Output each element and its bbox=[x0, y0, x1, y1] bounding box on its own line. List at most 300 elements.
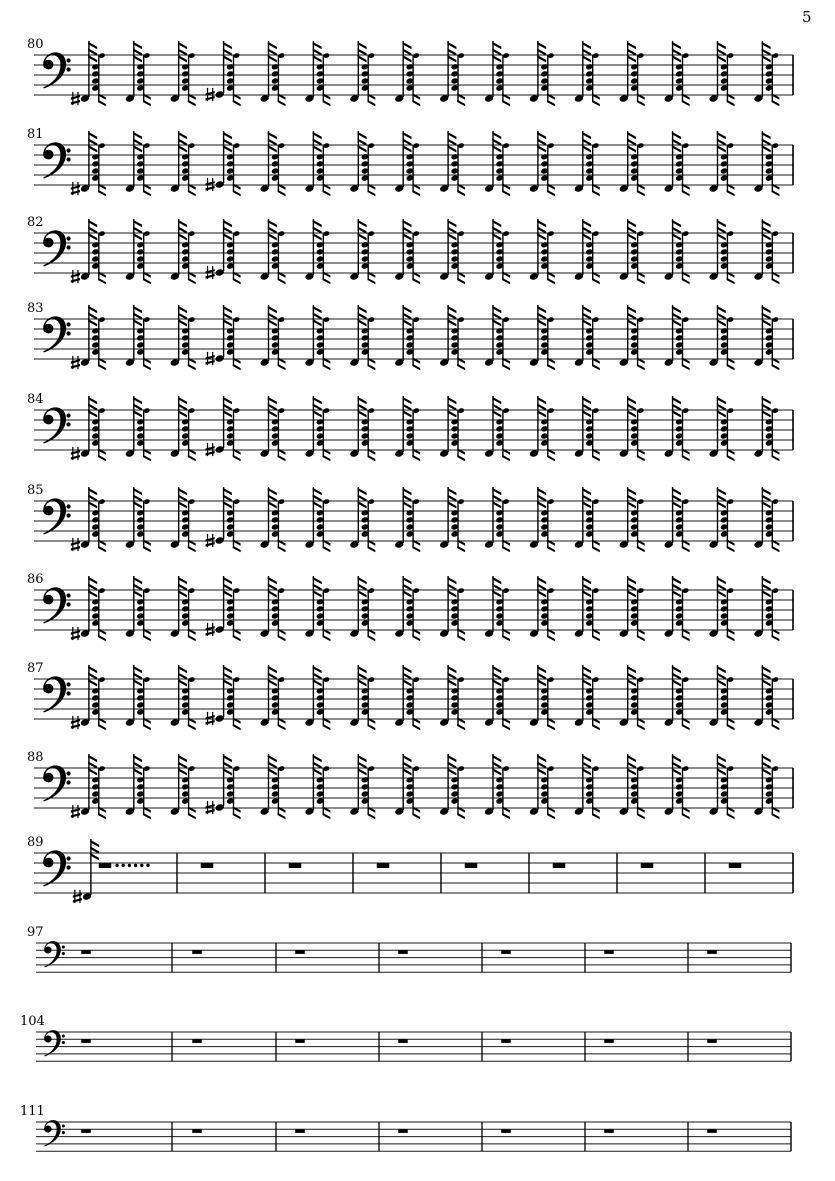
cluster-chord bbox=[226, 765, 241, 819]
cluster-chord bbox=[181, 676, 196, 730]
whole-rest bbox=[295, 1129, 305, 1133]
cluster-chord bbox=[630, 498, 645, 552]
cluster-chord bbox=[720, 142, 735, 196]
tremolo-group bbox=[125, 305, 151, 370]
cluster-chord bbox=[451, 230, 466, 284]
cluster-chord bbox=[316, 230, 331, 284]
tremolo-group bbox=[439, 665, 465, 730]
tremolo-group bbox=[439, 754, 465, 819]
tremolo-group bbox=[304, 396, 330, 461]
tremolo-group bbox=[260, 219, 286, 284]
cluster-chord bbox=[451, 52, 466, 106]
measure-number-89: 89 bbox=[27, 835, 44, 850]
cluster-chord bbox=[540, 587, 555, 641]
cluster-chord bbox=[585, 316, 600, 370]
cluster-chord bbox=[271, 587, 286, 641]
tremolo-group bbox=[619, 487, 645, 552]
bass-clef-icon bbox=[43, 498, 70, 534]
tremolo-group bbox=[753, 754, 779, 819]
tremolo-group bbox=[439, 131, 465, 196]
sharp-icon bbox=[71, 182, 80, 195]
tremolo-group bbox=[170, 41, 196, 106]
cluster-chord bbox=[406, 230, 421, 284]
cluster-chord bbox=[226, 676, 241, 730]
tremolo-group bbox=[260, 131, 286, 196]
tremolo-group bbox=[170, 576, 196, 641]
tremolo-group bbox=[529, 41, 555, 106]
cluster-chord bbox=[406, 765, 421, 819]
cluster-chord bbox=[181, 587, 196, 641]
cluster-chord bbox=[316, 407, 331, 461]
cluster-chord bbox=[316, 676, 331, 730]
cluster-chord bbox=[675, 142, 690, 196]
tremolo-group bbox=[349, 665, 375, 730]
cluster-chord bbox=[720, 587, 735, 641]
cluster-chord bbox=[181, 230, 196, 284]
whole-rest bbox=[707, 950, 717, 954]
cluster-chord bbox=[361, 676, 376, 730]
cluster-chord bbox=[271, 765, 286, 819]
cluster-chord bbox=[361, 498, 376, 552]
cluster-chord bbox=[495, 498, 510, 552]
tremolo-group bbox=[394, 487, 420, 552]
cluster-chord bbox=[136, 765, 151, 819]
tremolo-group bbox=[206, 754, 241, 819]
sharp-icon bbox=[71, 447, 80, 460]
tremolo-group bbox=[439, 219, 465, 284]
whole-rest bbox=[501, 1039, 511, 1043]
measure-number-87: 87 bbox=[27, 661, 44, 676]
tremolo-group bbox=[394, 754, 420, 819]
tremolo-group bbox=[71, 754, 106, 819]
tremolo-group bbox=[260, 576, 286, 641]
tremolo-group bbox=[484, 305, 510, 370]
cluster-chord bbox=[585, 765, 600, 819]
tremolo-group bbox=[619, 396, 645, 461]
cluster-chord bbox=[451, 765, 466, 819]
tremolo-group bbox=[394, 576, 420, 641]
cluster-chord bbox=[765, 498, 780, 552]
tremolo-group bbox=[170, 219, 196, 284]
cluster-chord bbox=[720, 407, 735, 461]
bass-clef-icon bbox=[43, 850, 70, 886]
measure-number-85: 85 bbox=[27, 483, 44, 498]
tremolo-group bbox=[709, 305, 735, 370]
tremolo-group bbox=[619, 754, 645, 819]
tremolo-group bbox=[206, 576, 241, 641]
cluster-chord bbox=[451, 316, 466, 370]
tremolo-group bbox=[71, 41, 106, 106]
tremolo-note bbox=[206, 487, 232, 547]
cluster-chord bbox=[271, 230, 286, 284]
cluster-chord bbox=[226, 52, 241, 106]
tremolo-group bbox=[574, 131, 600, 196]
whole-rest bbox=[192, 1039, 202, 1043]
cluster-chord bbox=[451, 142, 466, 196]
tremolo-note bbox=[206, 396, 232, 456]
cluster-chord bbox=[136, 498, 151, 552]
bass-clef-icon bbox=[43, 407, 70, 443]
cluster-chord bbox=[406, 407, 421, 461]
whole-rest bbox=[398, 1129, 408, 1133]
sharp-icon bbox=[71, 627, 80, 640]
tremolo-group bbox=[71, 219, 106, 284]
staff-system-97 bbox=[36, 941, 791, 972]
tremolo-group bbox=[71, 487, 106, 552]
staff-lines bbox=[36, 1032, 791, 1061]
cluster-chord bbox=[181, 407, 196, 461]
cluster-chord bbox=[316, 765, 331, 819]
tremolo-group bbox=[260, 665, 286, 730]
tremolo-group bbox=[260, 305, 286, 370]
bass-clef-icon bbox=[43, 316, 70, 352]
cluster-chord bbox=[361, 587, 376, 641]
cluster-chord bbox=[451, 676, 466, 730]
tremolo-group bbox=[709, 131, 735, 196]
tremolo-group bbox=[753, 41, 779, 106]
whole-rest bbox=[289, 863, 302, 868]
sharp-icon bbox=[71, 270, 80, 283]
cluster-chord bbox=[720, 765, 735, 819]
cluster-chord bbox=[630, 407, 645, 461]
tremolo-group bbox=[529, 219, 555, 284]
tremolo-group bbox=[304, 665, 330, 730]
tremolo-group bbox=[709, 41, 735, 106]
tremolo-note bbox=[206, 131, 232, 191]
tremolo-note bbox=[206, 754, 232, 814]
cluster-chord bbox=[540, 498, 555, 552]
tremolo-group bbox=[529, 131, 555, 196]
cluster-chord bbox=[585, 498, 600, 552]
tremolo-group bbox=[349, 487, 375, 552]
tremolo-group bbox=[664, 396, 690, 461]
tremolo-note bbox=[206, 41, 232, 101]
tremolo-group bbox=[125, 576, 151, 641]
tremolo-group bbox=[574, 41, 600, 106]
cluster-chord bbox=[361, 142, 376, 196]
tremolo-group bbox=[619, 305, 645, 370]
whole-rest bbox=[81, 950, 91, 954]
whole-rest bbox=[398, 1039, 408, 1043]
measure-number-104: 104 bbox=[20, 1014, 45, 1029]
measure-number-82: 82 bbox=[27, 215, 44, 230]
tremolo-group bbox=[206, 487, 241, 552]
cluster-chord bbox=[720, 52, 735, 106]
cluster-chord bbox=[451, 407, 466, 461]
cluster-chord bbox=[136, 316, 151, 370]
tremolo-group bbox=[206, 131, 241, 196]
tremolo-group bbox=[125, 754, 151, 819]
tremolo-group bbox=[304, 41, 330, 106]
cluster-chord bbox=[495, 142, 510, 196]
tremolo-group bbox=[260, 396, 286, 461]
cluster-chord bbox=[585, 52, 600, 106]
cluster-chord bbox=[765, 765, 780, 819]
measure-number-86: 86 bbox=[27, 572, 44, 587]
measure-number-88: 88 bbox=[27, 750, 44, 765]
tremolo-group bbox=[349, 41, 375, 106]
measure-number-84: 84 bbox=[27, 392, 44, 407]
cluster-chord bbox=[91, 676, 106, 730]
tremolo-group bbox=[619, 576, 645, 641]
cluster-chord bbox=[406, 316, 421, 370]
tremolo-group bbox=[484, 487, 510, 552]
tremolo-group bbox=[529, 665, 555, 730]
cluster-chord bbox=[271, 676, 286, 730]
tremolo-group bbox=[664, 305, 690, 370]
tremolo-group bbox=[753, 396, 779, 461]
tremolo-group bbox=[170, 305, 196, 370]
bass-clef-icon bbox=[44, 1030, 65, 1056]
tremolo-group bbox=[349, 754, 375, 819]
cluster-chord bbox=[361, 230, 376, 284]
tremolo-group bbox=[71, 396, 106, 461]
cluster-chord bbox=[406, 52, 421, 106]
tremolo-group bbox=[484, 131, 510, 196]
tremolo-group bbox=[619, 219, 645, 284]
tremolo-group bbox=[125, 219, 151, 284]
staff-lines bbox=[36, 1122, 791, 1151]
tremolo-group bbox=[753, 665, 779, 730]
tremolo-group bbox=[619, 131, 645, 196]
tremolo-group bbox=[170, 665, 196, 730]
cluster-chord bbox=[136, 142, 151, 196]
sharp-icon bbox=[71, 92, 80, 105]
cluster-chord bbox=[675, 316, 690, 370]
cluster-chord bbox=[406, 498, 421, 552]
staff-lines bbox=[36, 943, 791, 972]
tremolo-note bbox=[206, 665, 232, 725]
whole-rest bbox=[604, 950, 614, 954]
sharp-icon bbox=[71, 356, 80, 369]
tremolo-group bbox=[439, 41, 465, 106]
cluster-chord bbox=[495, 230, 510, 284]
tremolo-group bbox=[304, 487, 330, 552]
staff-system-83 bbox=[34, 305, 793, 370]
cluster-chord bbox=[585, 676, 600, 730]
tremolo-group bbox=[170, 487, 196, 552]
whole-rest bbox=[501, 1129, 511, 1133]
cluster-chord bbox=[226, 498, 241, 552]
tremolo-group bbox=[574, 754, 600, 819]
tremolo-group bbox=[664, 487, 690, 552]
tremolo-group bbox=[206, 219, 241, 284]
cluster-chord bbox=[181, 498, 196, 552]
tremolo-group bbox=[206, 396, 241, 461]
tremolo-group bbox=[71, 665, 106, 730]
cluster-chord bbox=[540, 316, 555, 370]
tremolo-group bbox=[349, 396, 375, 461]
tremolo-group bbox=[394, 219, 420, 284]
tremolo-group bbox=[529, 487, 555, 552]
cluster-chord bbox=[630, 52, 645, 106]
tremolo-group bbox=[709, 396, 735, 461]
staff-system-111 bbox=[36, 1120, 791, 1151]
tremolo-note bbox=[206, 305, 232, 365]
cluster-chord bbox=[226, 230, 241, 284]
cluster-chord bbox=[316, 587, 331, 641]
cluster-chord bbox=[316, 498, 331, 552]
staff-system-88 bbox=[34, 754, 793, 819]
cluster-chord bbox=[361, 316, 376, 370]
tremolo-group bbox=[709, 487, 735, 552]
cluster-chord bbox=[181, 142, 196, 196]
cluster-chord bbox=[136, 676, 151, 730]
cluster-chord bbox=[630, 765, 645, 819]
whole-rest bbox=[729, 863, 742, 868]
staff-system-89 bbox=[34, 839, 793, 903]
measure-number-80: 80 bbox=[27, 37, 44, 52]
cluster-chord bbox=[540, 407, 555, 461]
cluster-chord bbox=[361, 407, 376, 461]
cluster-chord bbox=[316, 316, 331, 370]
cluster-chord bbox=[540, 52, 555, 106]
cluster-chord bbox=[585, 587, 600, 641]
cluster-chord bbox=[495, 765, 510, 819]
cluster-chord bbox=[675, 587, 690, 641]
cluster-chord bbox=[181, 52, 196, 106]
measure-number-81: 81 bbox=[27, 127, 44, 142]
tremolo-group bbox=[529, 305, 555, 370]
cluster-chord bbox=[316, 142, 331, 196]
tremolo-group bbox=[529, 754, 555, 819]
whole-rest bbox=[377, 863, 390, 868]
tremolo-group bbox=[574, 487, 600, 552]
tremolo-group bbox=[394, 665, 420, 730]
cluster-chord bbox=[540, 765, 555, 819]
tremolo-group bbox=[484, 219, 510, 284]
cluster-chord bbox=[675, 230, 690, 284]
cluster-chord bbox=[226, 316, 241, 370]
tremolo-group bbox=[260, 41, 286, 106]
cluster-chord bbox=[495, 52, 510, 106]
tremolo-group bbox=[206, 41, 241, 106]
cluster-chord bbox=[585, 142, 600, 196]
tremolo-group bbox=[574, 219, 600, 284]
whole-rest bbox=[99, 863, 112, 868]
cluster-chord bbox=[540, 142, 555, 196]
cluster-chord bbox=[136, 52, 151, 106]
tremolo-group bbox=[484, 396, 510, 461]
cluster-chord bbox=[271, 316, 286, 370]
cluster-chord bbox=[630, 316, 645, 370]
whole-rest bbox=[201, 863, 214, 868]
tremolo-group bbox=[71, 305, 106, 370]
tremolo-group bbox=[439, 305, 465, 370]
tremolo-group bbox=[304, 219, 330, 284]
cluster-chord bbox=[585, 407, 600, 461]
whole-rest bbox=[192, 950, 202, 954]
tremolo-group bbox=[170, 131, 196, 196]
tremolo-group bbox=[664, 754, 690, 819]
tremolo-group bbox=[484, 754, 510, 819]
tremolo-group bbox=[394, 41, 420, 106]
cluster-chord bbox=[91, 52, 106, 106]
staff-system-80 bbox=[34, 41, 793, 106]
bass-clef-icon bbox=[44, 941, 65, 967]
staff-system-87 bbox=[34, 665, 793, 730]
bass-clef-icon bbox=[43, 676, 70, 712]
tremolo-group bbox=[71, 576, 106, 641]
whole-rest bbox=[192, 1129, 202, 1133]
tremolo-group bbox=[260, 754, 286, 819]
tremolo-group bbox=[394, 396, 420, 461]
tremolo-group bbox=[439, 576, 465, 641]
tremolo-group bbox=[664, 576, 690, 641]
cluster-chord bbox=[91, 498, 106, 552]
tremolo-group bbox=[753, 131, 779, 196]
staff-lines bbox=[34, 853, 793, 893]
whole-rest bbox=[81, 1129, 91, 1133]
whole-rest bbox=[501, 950, 511, 954]
cluster-chord bbox=[316, 52, 331, 106]
tremolo-group bbox=[574, 305, 600, 370]
cluster-chord bbox=[136, 587, 151, 641]
tremolo-group bbox=[71, 131, 106, 196]
cluster-chord bbox=[720, 676, 735, 730]
cluster-chord bbox=[91, 230, 106, 284]
tremolo-group bbox=[260, 487, 286, 552]
measure-number-111: 111 bbox=[20, 1104, 45, 1119]
measure-number-83: 83 bbox=[27, 301, 44, 316]
bass-clef-icon bbox=[43, 587, 70, 623]
tremolo-group bbox=[125, 396, 151, 461]
tremolo-group bbox=[619, 41, 645, 106]
whole-rest bbox=[553, 863, 566, 868]
tremolo-group bbox=[529, 576, 555, 641]
whole-rest bbox=[81, 1039, 91, 1043]
cluster-chord bbox=[630, 676, 645, 730]
cluster-chord bbox=[91, 316, 106, 370]
cluster-chord bbox=[630, 142, 645, 196]
whole-rest bbox=[707, 1039, 717, 1043]
tremolo-group bbox=[709, 219, 735, 284]
bass-clef-icon bbox=[43, 230, 70, 266]
page-number: 5 bbox=[802, 8, 812, 26]
staff-system-84 bbox=[34, 396, 793, 461]
cluster-chord bbox=[91, 587, 106, 641]
whole-rest bbox=[604, 1039, 614, 1043]
cluster-chord bbox=[765, 676, 780, 730]
tremolo-group bbox=[753, 576, 779, 641]
cluster-chord bbox=[406, 587, 421, 641]
tremolo-group bbox=[206, 305, 241, 370]
measure-rest-dots bbox=[115, 864, 149, 867]
tremolo-group bbox=[664, 131, 690, 196]
staff-system-81 bbox=[34, 131, 793, 196]
tremolo-note bbox=[206, 576, 232, 636]
cluster-chord bbox=[720, 230, 735, 284]
cluster-chord bbox=[361, 52, 376, 106]
tremolo-group bbox=[349, 305, 375, 370]
cluster-chord bbox=[451, 498, 466, 552]
sharp-icon bbox=[71, 538, 80, 551]
cluster-chord bbox=[271, 142, 286, 196]
tremolo-group bbox=[349, 131, 375, 196]
cluster-chord bbox=[540, 230, 555, 284]
whole-rest bbox=[641, 863, 654, 868]
cluster-chord bbox=[271, 407, 286, 461]
cluster-chord bbox=[406, 676, 421, 730]
cluster-chord bbox=[406, 142, 421, 196]
tremolo-group bbox=[304, 576, 330, 641]
tremolo-group bbox=[304, 131, 330, 196]
cluster-chord bbox=[271, 498, 286, 552]
tremolo-group bbox=[574, 576, 600, 641]
cluster-chord bbox=[765, 52, 780, 106]
tremolo-group bbox=[664, 219, 690, 284]
bass-clef-icon bbox=[43, 765, 70, 801]
